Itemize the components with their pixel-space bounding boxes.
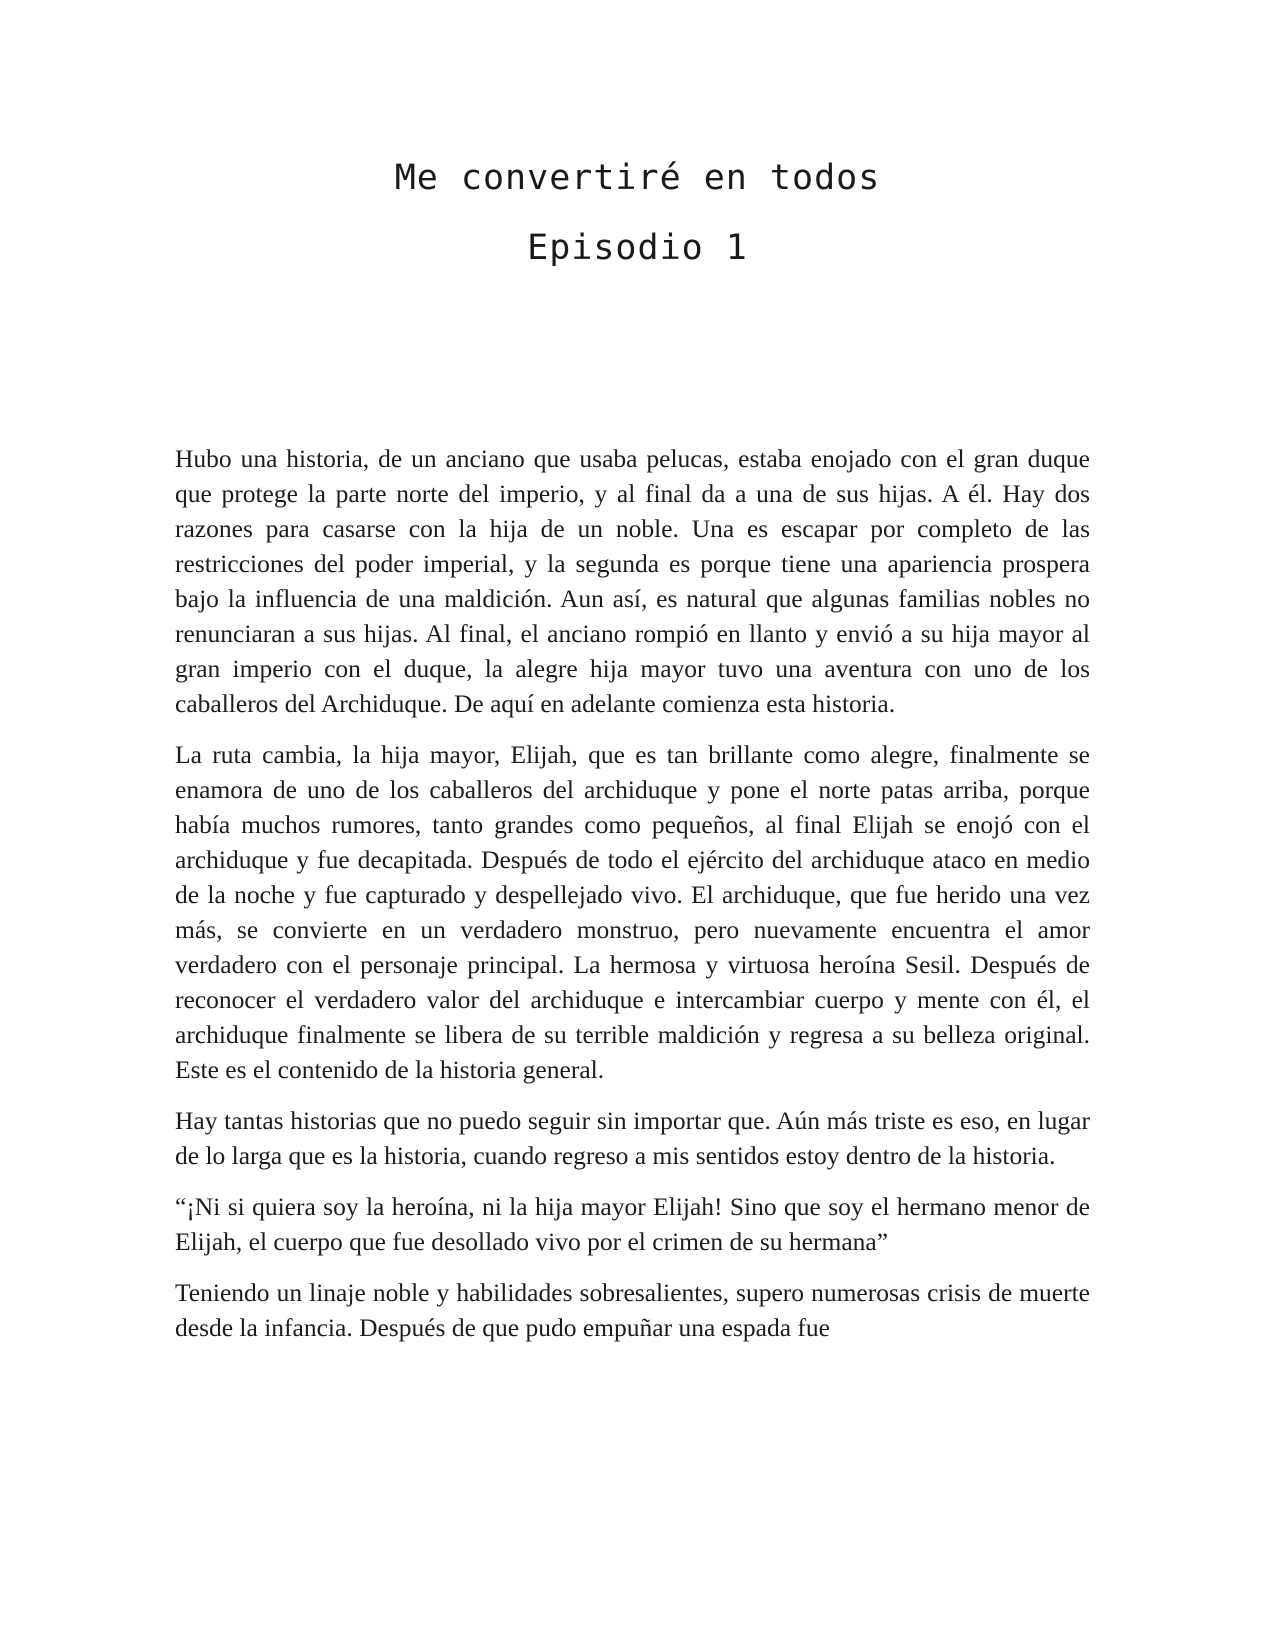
body-text bbox=[175, 441, 1090, 1361]
paragraph-4: “¡Ni si quiera soy la heroína, ni la hija mayor Elijah! Sino que soy el hermano menor de Elijah, el cuerpo que fue desollado vivo por el crimen de su hermana” bbox=[175, 1192, 1090, 1256]
paragraph-1: Hubo una historia, de un anciano que usaba pelucas, estaba enojado con el gran duque que protege la parte norte del imperio, y al final da a una de sus hijas. A él. Hay dos razones para casarse con la hija de un noble. Una es escapar por completo de las restricciones del poder imperial, y la segunda es porque tiene una apariencia prospera bajo la influencia de una maldición. Aun así, es natural que algunas familias nobles no renunciaran a sus hijas. Al final, el anciano rompió en llanto y envió a su hija mayor al gran imperio con el duque, la alegre hija mayor tuvo una aventura con uno de los caballeros del Archiduque. De aquí en adelante comienza esta historia. bbox=[175, 444, 1090, 718]
paragraph-5: Teniendo un linaje noble y habilidades sobresalientes, supero numerosas crisis de muerte desde la infancia. Después de que pudo empuñar una espada fue bbox=[175, 1278, 1090, 1342]
book-title: Me convertiré en todos bbox=[394, 158, 881, 198]
paragraph-3: Hay tantas historias que no puedo seguir sin importar que. Aún más triste es eso, en lugar de lo larga que es la historia, cuando regreso a mis sentidos estoy dentro de la historia. bbox=[175, 1106, 1090, 1170]
chapter-heading bbox=[0, 143, 1275, 283]
episode-title: Episodio 1 bbox=[527, 228, 748, 268]
paragraph-2: La ruta cambia, la hija mayor, Elijah, que es tan brillante como alegre, finalmente se enamora de uno de los caballeros del archiduque y pone el norte patas arriba, porque había muchos rumores, tanto grandes como pequeños, al final Elijah se enojó con el archiduque y fue decapitada. Después de todo el ejército del archiduque ataco en medio de la noche y fue capturado y despellejado vivo. El archiduque, que fue herido una vez más, se convierte en un verdadero monstruo, pero nuevamente encuentra el amor verdadero con el personaje principal. La hermosa y virtuosa heroína Sesil. Después de reconocer el verdadero valor del archiduque e intercambiar cuerpo y mente con él, el archiduque finalmente se libera de su terrible maldición y regresa a su belleza original. Este es el contenido de la historia general. bbox=[175, 740, 1090, 1084]
